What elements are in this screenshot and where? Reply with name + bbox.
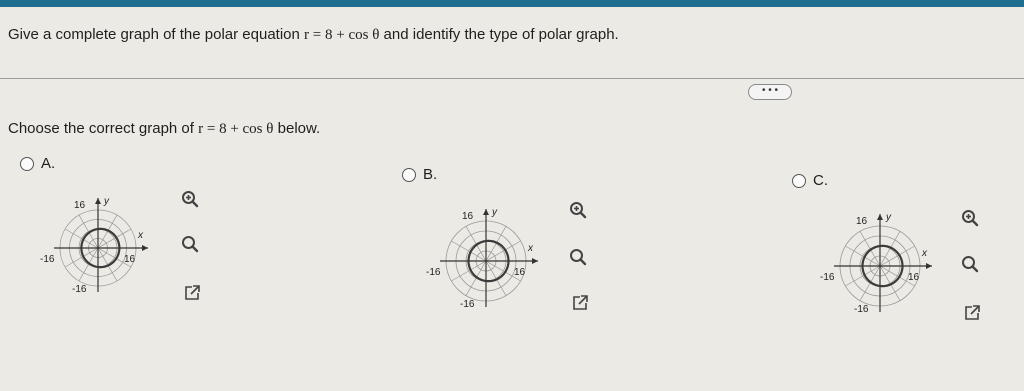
tick-label-x-right: 16 [908, 272, 920, 283]
axis-label-x: x [138, 230, 143, 241]
option-a-radio[interactable] [20, 157, 34, 171]
y-axis-arrow [877, 214, 883, 220]
tick-label-y-top: 16 [856, 216, 868, 227]
prompt-equation: r = 8 + cos θ [198, 121, 274, 137]
question-prefix: Give a complete graph of the polar equation [8, 26, 305, 43]
external-link-icon [571, 294, 589, 312]
top-bar [0, 0, 1024, 7]
axis-label-x: x [922, 248, 927, 259]
option-a[interactable] [20, 155, 55, 172]
option-c-graph [812, 198, 948, 330]
option-a-zoom-out-icon[interactable] [178, 232, 202, 256]
tick-label-y-bottom: -16 [460, 299, 475, 310]
option-c-label: C. [813, 172, 828, 189]
option-a-label: A. [41, 155, 56, 172]
zoom-in-icon [960, 208, 980, 228]
tick-label-y-top: 16 [74, 200, 86, 211]
option-c-radio[interactable] [792, 174, 806, 188]
question-suffix: and identify the type of polar graph. [379, 26, 619, 43]
option-b[interactable] [402, 166, 437, 183]
axis-label-y: y [104, 196, 109, 207]
option-b-label: B. [423, 166, 438, 183]
tick-label-x-right: 16 [514, 267, 526, 278]
x-axis-arrow [926, 263, 932, 269]
option-c[interactable] [792, 172, 828, 189]
external-link-icon [963, 304, 981, 322]
tick-label-x-right: 16 [124, 254, 136, 265]
y-axis-arrow [95, 198, 101, 204]
prompt-suffix: below. [273, 120, 321, 137]
option-a-popout-icon[interactable] [180, 281, 204, 305]
zoom-out-icon [568, 247, 588, 267]
tick-label-y-bottom: -16 [854, 304, 869, 315]
prompt-text [8, 120, 320, 138]
tick-label-y-bottom: -16 [72, 284, 87, 295]
zoom-out-icon [180, 234, 200, 254]
option-b-zoom-out-icon[interactable] [566, 245, 590, 269]
x-axis-arrow [532, 258, 538, 264]
option-b-zoom-in-icon[interactable] [566, 198, 590, 222]
axis-label-x: x [528, 243, 533, 254]
option-c-zoom-in-icon[interactable] [958, 206, 982, 230]
zoom-in-icon [180, 189, 200, 209]
option-a-graph [34, 182, 170, 312]
tick-label-y-top: 16 [462, 211, 474, 222]
y-axis-arrow [483, 209, 489, 215]
divider [0, 78, 1024, 79]
tick-label-x-left: -16 [820, 272, 835, 283]
prompt-prefix: Choose the correct graph of [8, 120, 199, 137]
zoom-out-icon [960, 254, 980, 274]
external-link-icon [183, 284, 201, 302]
question-equation: r = 8 + cos θ [304, 27, 380, 43]
option-c-popout-icon[interactable] [960, 301, 984, 325]
axis-label-y: y [492, 207, 497, 218]
x-axis-arrow [142, 245, 148, 251]
option-b-graph [422, 193, 558, 323]
zoom-in-icon [568, 200, 588, 220]
option-b-radio[interactable] [402, 168, 416, 182]
option-a-zoom-in-icon[interactable] [178, 187, 202, 211]
question-text [8, 26, 619, 44]
option-c-zoom-out-icon[interactable] [958, 252, 982, 276]
axis-label-y: y [886, 212, 891, 223]
more-button[interactable]: • • • [748, 84, 792, 100]
tick-label-x-left: -16 [426, 267, 441, 278]
tick-label-x-left: -16 [40, 254, 55, 265]
option-b-popout-icon[interactable] [568, 291, 592, 315]
